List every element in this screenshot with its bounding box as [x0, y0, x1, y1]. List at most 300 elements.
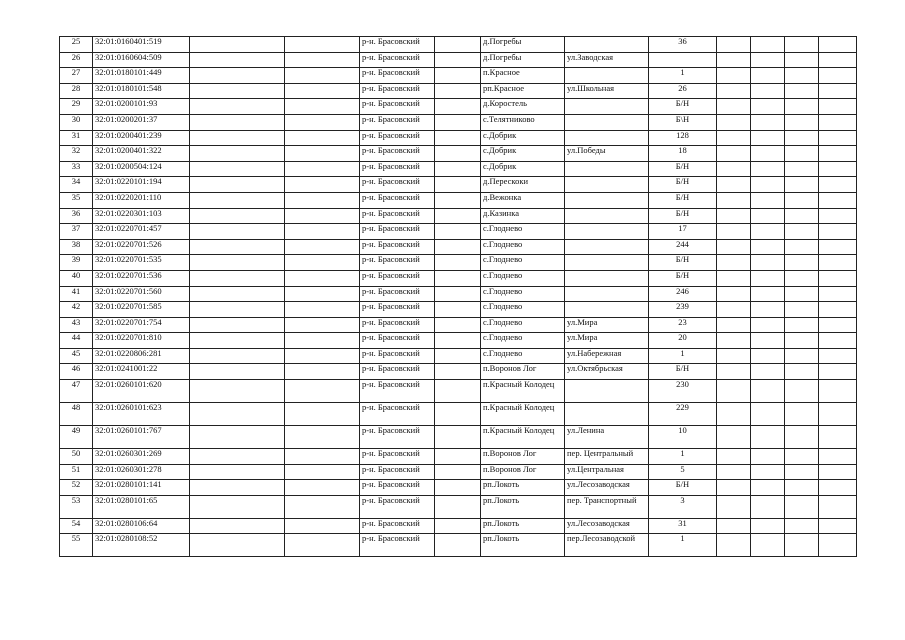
empty-cell [190, 224, 285, 240]
house-number-cell: 229 [649, 403, 717, 426]
locality-cell: п.Красный Колодец [481, 380, 565, 403]
cadastral-number-cell: 32:01:0220701:754 [93, 317, 190, 333]
empty-cell [190, 161, 285, 177]
empty-cell [819, 177, 857, 193]
street-cell: ул.Школьная [565, 83, 649, 99]
empty-cell [717, 480, 751, 496]
empty-cell [785, 317, 819, 333]
empty-cell [285, 192, 360, 208]
street-cell [565, 99, 649, 115]
empty-cell [785, 99, 819, 115]
row-number-cell: 28 [60, 83, 93, 99]
district-cell: р-н. Брасовский [360, 426, 435, 449]
locality-cell: п.Воронов Лог [481, 364, 565, 380]
locality-cell: с.Глоднево [481, 239, 565, 255]
street-cell [565, 270, 649, 286]
street-cell: ул.Победы [565, 146, 649, 162]
empty-cell [435, 270, 481, 286]
locality-cell: с.Глоднево [481, 302, 565, 318]
empty-cell [190, 146, 285, 162]
row-number-cell: 47 [60, 380, 93, 403]
empty-cell [190, 403, 285, 426]
row-number-cell: 42 [60, 302, 93, 318]
empty-cell [285, 286, 360, 302]
empty-cell [190, 333, 285, 349]
table-row [60, 224, 857, 240]
empty-cell [190, 480, 285, 496]
empty-cell [285, 270, 360, 286]
row-number-cell: 31 [60, 130, 93, 146]
house-number-cell: 18 [649, 146, 717, 162]
district-cell: р-н. Брасовский [360, 114, 435, 130]
empty-cell [785, 37, 819, 53]
locality-cell: с.Добрик [481, 146, 565, 162]
table-row [60, 348, 857, 364]
empty-cell [717, 403, 751, 426]
district-cell: р-н. Брасовский [360, 192, 435, 208]
empty-cell [285, 449, 360, 465]
table-row [60, 449, 857, 465]
table-row [60, 464, 857, 480]
table-row [60, 192, 857, 208]
locality-cell: д.Вежонка [481, 192, 565, 208]
district-cell: р-н. Брасовский [360, 130, 435, 146]
table-row [60, 130, 857, 146]
empty-cell [190, 52, 285, 68]
empty-cell [717, 239, 751, 255]
street-cell [565, 177, 649, 193]
empty-cell [819, 464, 857, 480]
empty-cell [785, 146, 819, 162]
empty-cell [751, 52, 785, 68]
empty-cell [435, 464, 481, 480]
empty-cell [751, 286, 785, 302]
table-row [60, 317, 857, 333]
street-cell: ул.Октябрьская [565, 364, 649, 380]
cadastral-number-cell: 32:01:0280101:141 [93, 480, 190, 496]
empty-cell [190, 208, 285, 224]
district-cell: р-н. Брасовский [360, 348, 435, 364]
house-number-cell: Б/Н [649, 208, 717, 224]
table-row [60, 239, 857, 255]
empty-cell [785, 380, 819, 403]
cadastral-number-cell: 32:01:0180101:548 [93, 83, 190, 99]
empty-cell [785, 302, 819, 318]
locality-cell: рп.Локоть [481, 495, 565, 518]
row-number-cell: 32 [60, 146, 93, 162]
empty-cell [190, 426, 285, 449]
street-cell [565, 239, 649, 255]
empty-cell [717, 146, 751, 162]
cadastral-number-cell: 32:01:0220701:457 [93, 224, 190, 240]
empty-cell [785, 224, 819, 240]
empty-cell [285, 83, 360, 99]
empty-cell [435, 286, 481, 302]
house-number-cell: 1 [649, 534, 717, 557]
empty-cell [717, 161, 751, 177]
empty-cell [819, 146, 857, 162]
empty-cell [190, 83, 285, 99]
cadastral-number-cell: 32:01:0200101:93 [93, 99, 190, 115]
empty-cell [751, 224, 785, 240]
empty-cell [435, 302, 481, 318]
empty-cell [717, 52, 751, 68]
empty-cell [717, 208, 751, 224]
empty-cell [785, 426, 819, 449]
row-number-cell: 44 [60, 333, 93, 349]
locality-cell: с.Добрик [481, 130, 565, 146]
empty-cell [751, 480, 785, 496]
empty-cell [819, 534, 857, 557]
empty-cell [717, 99, 751, 115]
empty-cell [751, 348, 785, 364]
empty-cell [285, 464, 360, 480]
table-row [60, 403, 857, 426]
locality-cell: с.Глодневo [481, 333, 565, 349]
street-cell: пер. Транспортный [565, 495, 649, 518]
row-number-cell: 53 [60, 495, 93, 518]
house-number-cell: 1 [649, 449, 717, 465]
empty-cell [190, 239, 285, 255]
empty-cell [435, 480, 481, 496]
empty-cell [717, 426, 751, 449]
locality-cell: д.Перескоки [481, 177, 565, 193]
empty-cell [435, 177, 481, 193]
street-cell [565, 302, 649, 318]
empty-cell [717, 333, 751, 349]
empty-cell [785, 68, 819, 84]
empty-cell [751, 426, 785, 449]
row-number-cell: 36 [60, 208, 93, 224]
empty-cell [751, 146, 785, 162]
table-row [60, 99, 857, 115]
locality-cell: рп.Красное [481, 83, 565, 99]
empty-cell [285, 403, 360, 426]
row-number-cell: 41 [60, 286, 93, 302]
empty-cell [751, 270, 785, 286]
empty-cell [785, 449, 819, 465]
empty-cell [785, 534, 819, 557]
table-row [60, 380, 857, 403]
cadastral-number-cell: 32:01:0220201:110 [93, 192, 190, 208]
district-cell: р-н. Брасовский [360, 146, 435, 162]
empty-cell [751, 449, 785, 465]
house-number-cell: Б/Н [649, 255, 717, 271]
empty-cell [751, 37, 785, 53]
district-cell: р-н. Брасовский [360, 317, 435, 333]
district-cell: р-н. Брасовский [360, 255, 435, 271]
empty-cell [785, 130, 819, 146]
empty-cell [717, 286, 751, 302]
empty-cell [435, 83, 481, 99]
empty-cell [751, 464, 785, 480]
empty-cell [190, 37, 285, 53]
row-number-cell: 35 [60, 192, 93, 208]
empty-cell [785, 83, 819, 99]
empty-cell [819, 495, 857, 518]
empty-cell [285, 480, 360, 496]
empty-cell [751, 114, 785, 130]
cadastral-number-cell: 32:01:0220701:536 [93, 270, 190, 286]
empty-cell [285, 317, 360, 333]
empty-cell [435, 99, 481, 115]
table-row [60, 534, 857, 557]
house-number-cell: 17 [649, 224, 717, 240]
empty-cell [785, 495, 819, 518]
house-number-cell: 26 [649, 83, 717, 99]
table-row [60, 177, 857, 193]
cadastral-number-cell: 32:01:0200401:322 [93, 146, 190, 162]
street-cell: пер. Центральный [565, 449, 649, 465]
street-cell [565, 114, 649, 130]
empty-cell [435, 146, 481, 162]
empty-cell [190, 317, 285, 333]
empty-cell [285, 302, 360, 318]
cadastral-number-cell: 32:01:0220701:810 [93, 333, 190, 349]
table-row [60, 302, 857, 318]
empty-cell [285, 255, 360, 271]
empty-cell [785, 480, 819, 496]
street-cell [565, 255, 649, 271]
cadastral-number-cell: 32:01:0220701:535 [93, 255, 190, 271]
empty-cell [285, 380, 360, 403]
row-number-cell: 43 [60, 317, 93, 333]
district-cell: р-н. Брасовский [360, 286, 435, 302]
empty-cell [785, 52, 819, 68]
street-cell: ул.Набережная [565, 348, 649, 364]
empty-cell [819, 239, 857, 255]
row-number-cell: 38 [60, 239, 93, 255]
locality-cell: рп.Локоть [481, 480, 565, 496]
street-cell [565, 37, 649, 53]
empty-cell [819, 348, 857, 364]
empty-cell [717, 224, 751, 240]
empty-cell [785, 208, 819, 224]
empty-cell [285, 37, 360, 53]
table-row [60, 114, 857, 130]
cadastral-number-cell: 32:01:0280101:65 [93, 495, 190, 518]
empty-cell [751, 99, 785, 115]
empty-cell [751, 333, 785, 349]
row-number-cell: 40 [60, 270, 93, 286]
table-row [60, 518, 857, 534]
empty-cell [717, 464, 751, 480]
table-row [60, 161, 857, 177]
cadastral-number-cell: 32:01:0280108:52 [93, 534, 190, 557]
empty-cell [435, 534, 481, 557]
empty-cell [717, 83, 751, 99]
row-number-cell: 29 [60, 99, 93, 115]
empty-cell [190, 99, 285, 115]
row-number-cell: 51 [60, 464, 93, 480]
locality-cell: с.Телятниково [481, 114, 565, 130]
empty-cell [435, 364, 481, 380]
house-number-cell: 1 [649, 68, 717, 84]
empty-cell [819, 68, 857, 84]
table-row [60, 495, 857, 518]
empty-cell [285, 114, 360, 130]
empty-cell [717, 317, 751, 333]
cadastral-number-cell: 32:01:0220101:194 [93, 177, 190, 193]
empty-cell [717, 192, 751, 208]
empty-cell [785, 364, 819, 380]
district-cell: р-н. Брасовский [360, 464, 435, 480]
empty-cell [285, 99, 360, 115]
cadastral-number-cell: 32:01:0260101:620 [93, 380, 190, 403]
empty-cell [751, 130, 785, 146]
district-cell: р-н. Брасовский [360, 52, 435, 68]
table-row [60, 426, 857, 449]
empty-cell [785, 270, 819, 286]
locality-cell: с.Глоднево [481, 270, 565, 286]
empty-cell [435, 495, 481, 518]
empty-cell [751, 403, 785, 426]
street-cell [565, 403, 649, 426]
house-number-cell: 246 [649, 286, 717, 302]
empty-cell [435, 403, 481, 426]
street-cell: ул.Лесозаводская [565, 518, 649, 534]
row-number-cell: 54 [60, 518, 93, 534]
district-cell: р-н. Брасовский [360, 177, 435, 193]
empty-cell [819, 208, 857, 224]
row-number-cell: 37 [60, 224, 93, 240]
district-cell: р-н. Брасовский [360, 37, 435, 53]
empty-cell [190, 286, 285, 302]
empty-cell [819, 380, 857, 403]
empty-cell [285, 161, 360, 177]
empty-cell [190, 192, 285, 208]
empty-cell [190, 114, 285, 130]
empty-cell [435, 239, 481, 255]
empty-cell [785, 403, 819, 426]
empty-cell [190, 302, 285, 318]
empty-cell [717, 114, 751, 130]
house-number-cell: 239 [649, 302, 717, 318]
empty-cell [435, 518, 481, 534]
district-cell: р-н. Брасовский [360, 534, 435, 557]
district-cell: р-н. Брасовский [360, 364, 435, 380]
empty-cell [435, 130, 481, 146]
locality-cell: п.Красный Колодец [481, 426, 565, 449]
empty-cell [285, 495, 360, 518]
empty-cell [435, 37, 481, 53]
table-row [60, 52, 857, 68]
empty-cell [751, 518, 785, 534]
table-row [60, 480, 857, 496]
empty-cell [751, 208, 785, 224]
row-number-cell: 49 [60, 426, 93, 449]
empty-cell [819, 130, 857, 146]
empty-cell [435, 333, 481, 349]
empty-cell [819, 37, 857, 53]
street-cell: ул.Ленина [565, 426, 649, 449]
empty-cell [819, 317, 857, 333]
empty-cell [751, 255, 785, 271]
cadastral-number-cell: 32:01:0260301:269 [93, 449, 190, 465]
empty-cell [285, 239, 360, 255]
house-number-cell: 230 [649, 380, 717, 403]
empty-cell [285, 224, 360, 240]
empty-cell [751, 192, 785, 208]
empty-cell [190, 534, 285, 557]
empty-cell [819, 224, 857, 240]
empty-cell [717, 177, 751, 193]
empty-cell [190, 68, 285, 84]
street-cell: ул.Мира [565, 333, 649, 349]
empty-cell [285, 534, 360, 557]
cadastral-number-cell: 32:01:0260301:278 [93, 464, 190, 480]
empty-cell [819, 192, 857, 208]
row-number-cell: 55 [60, 534, 93, 557]
street-cell [565, 224, 649, 240]
empty-cell [785, 255, 819, 271]
district-cell: р-н. Брасовский [360, 518, 435, 534]
cadastral-number-cell: 32:01:0260101:767 [93, 426, 190, 449]
row-number-cell: 52 [60, 480, 93, 496]
locality-cell: с.Глоднево [481, 286, 565, 302]
house-number-cell: Б\Н [649, 114, 717, 130]
row-number-cell: 34 [60, 177, 93, 193]
district-cell: р-н. Брасовский [360, 224, 435, 240]
empty-cell [435, 348, 481, 364]
row-number-cell: 39 [60, 255, 93, 271]
empty-cell [717, 270, 751, 286]
locality-cell: с.Глодневo [481, 317, 565, 333]
empty-cell [819, 161, 857, 177]
locality-cell: п.Красное [481, 68, 565, 84]
empty-cell [717, 255, 751, 271]
locality-cell: с.Глодневo [481, 348, 565, 364]
empty-cell [819, 302, 857, 318]
empty-cell [285, 208, 360, 224]
empty-cell [435, 224, 481, 240]
district-cell: р-н. Брасовский [360, 495, 435, 518]
empty-cell [435, 255, 481, 271]
district-cell: р-н. Брасовский [360, 333, 435, 349]
cadastral-number-cell: 32:01:0241001:22 [93, 364, 190, 380]
empty-cell [819, 426, 857, 449]
house-number-cell [649, 52, 717, 68]
row-number-cell: 48 [60, 403, 93, 426]
empty-cell [435, 380, 481, 403]
district-cell: р-н. Брасовский [360, 99, 435, 115]
house-number-cell: 244 [649, 239, 717, 255]
district-cell: р-н. Брасовский [360, 83, 435, 99]
table-row [60, 270, 857, 286]
district-cell: р-н. Брасовский [360, 480, 435, 496]
empty-cell [819, 333, 857, 349]
house-number-cell: 1 [649, 348, 717, 364]
empty-cell [751, 177, 785, 193]
cadastral-number-cell: 32:01:0220806:281 [93, 348, 190, 364]
cadastral-number-cell: 32:01:0260101:623 [93, 403, 190, 426]
empty-cell [435, 52, 481, 68]
empty-cell [751, 68, 785, 84]
empty-cell [785, 518, 819, 534]
empty-cell [190, 364, 285, 380]
house-number-cell: 10 [649, 426, 717, 449]
empty-cell [751, 364, 785, 380]
cadastral-number-cell: 32:01:0200504:124 [93, 161, 190, 177]
empty-cell [819, 255, 857, 271]
house-number-cell: Б/Н [649, 270, 717, 286]
cadastral-number-cell: 32:01:0180101:449 [93, 68, 190, 84]
table-row [60, 68, 857, 84]
cadastral-number-cell: 32:01:0160401:519 [93, 37, 190, 53]
district-cell: р-н. Брасовский [360, 270, 435, 286]
empty-cell [785, 114, 819, 130]
empty-cell [785, 177, 819, 193]
